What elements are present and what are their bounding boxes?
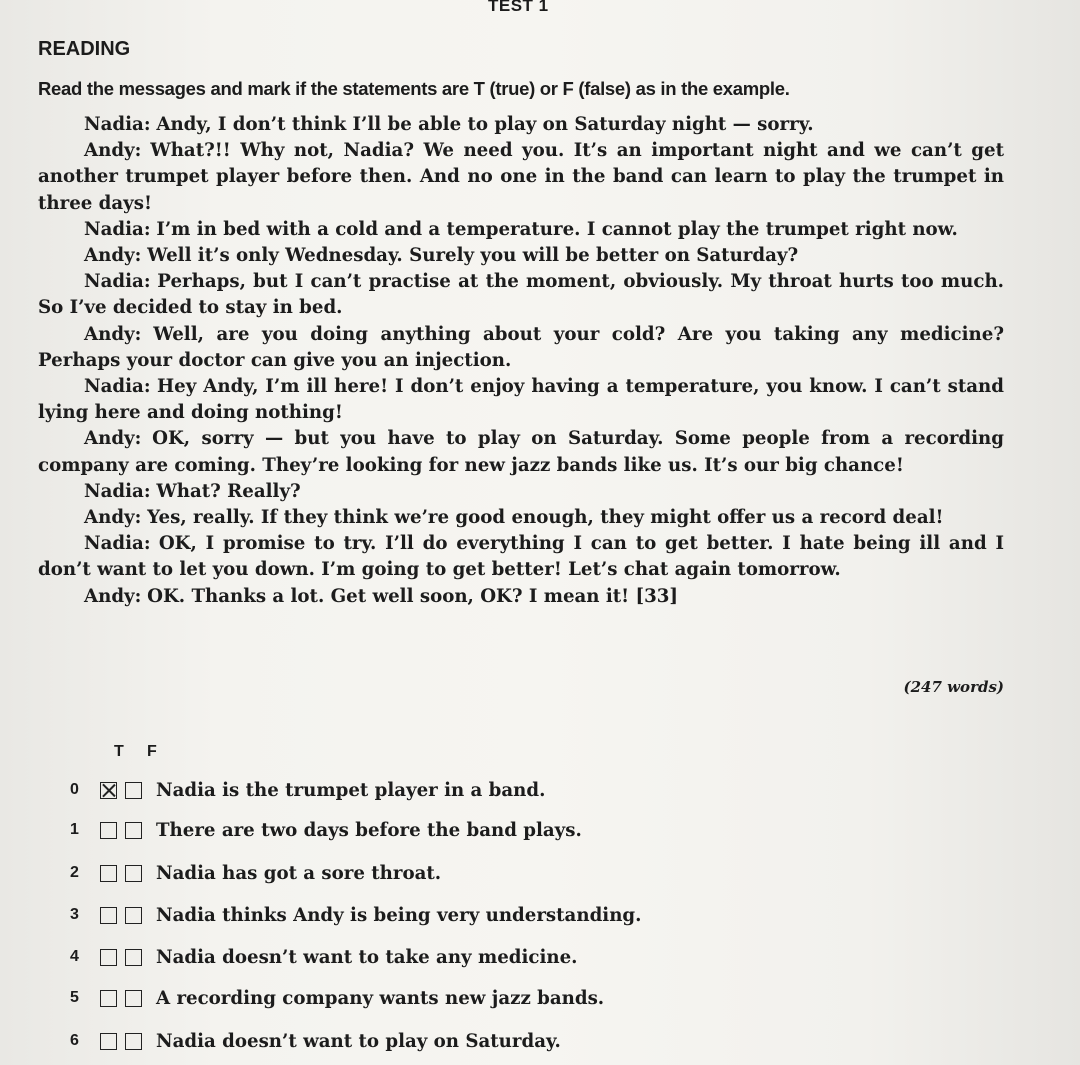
false-checkbox[interactable]: [125, 907, 142, 924]
statement-number: 0: [70, 781, 79, 798]
speaker-label: Nadia:: [84, 218, 151, 240]
passage-paragraph: [38, 374, 1004, 426]
false-column-header: F: [147, 743, 157, 760]
test-title: TEST 1: [488, 0, 549, 15]
true-checkbox[interactable]: [100, 822, 117, 839]
statement-text: Nadia doesn’t want to play on Saturday.: [156, 1030, 561, 1052]
speaker-label: Nadia:: [84, 271, 151, 293]
statement-row-5: [70, 984, 604, 1012]
statement-number: 3: [70, 906, 79, 923]
passage-line: Andy, I don’t think I’ll be able to play on Saturday night — sorry.: [156, 114, 814, 135]
statement-text: Nadia thinks Andy is being very understanding.: [156, 904, 642, 926]
passage-paragraph: [38, 217, 1004, 243]
section-heading: READING: [38, 38, 131, 60]
statement-text: Nadia doesn’t want to take any medicine.: [156, 946, 578, 968]
statement-text: Nadia is the trumpet player in a band.: [156, 779, 546, 801]
passage-paragraph: [38, 426, 1004, 478]
word-count: (247 words): [903, 678, 1004, 696]
false-checkbox[interactable]: [125, 1033, 142, 1050]
instructions: Read the messages and mark if the statements are T (true) or F (false) as in the example.: [38, 78, 790, 99]
passage-line: Well it’s only Wednesday. Surely you will be better on Saturday?: [147, 245, 799, 267]
speaker-label: Andy:: [84, 428, 142, 450]
speaker-label: Nadia:: [84, 376, 151, 398]
speaker-label: Andy:: [84, 140, 142, 162]
passage-line: OK. Thanks a lot. Get well soon, OK? I mean it! [33]: [147, 585, 678, 607]
speaker-label: Andy:: [84, 323, 142, 345]
passage-line: What?!! Why not, Nadia? We need you. It’s an important night and we can’t get another trumpet player before then. And no one in the band can learn to play the trumpet in three days!: [38, 140, 1004, 214]
statement-row-4: [70, 943, 578, 971]
true-checkbox[interactable]: [100, 949, 117, 966]
statement-number: 2: [70, 864, 79, 881]
true-checkbox[interactable]: [100, 782, 117, 799]
reading-passage: [38, 112, 1004, 610]
statement-row-3: [70, 901, 641, 929]
false-checkbox[interactable]: [125, 822, 142, 839]
statement-text: Nadia has got a sore throat.: [156, 862, 442, 884]
speaker-label: Nadia:: [84, 533, 151, 555]
passage-paragraph: [38, 584, 1004, 610]
passage-line: What? Really?: [156, 480, 301, 502]
statement-number: 1: [70, 821, 79, 838]
passage-paragraph: [38, 505, 1004, 531]
statement-row-2: [70, 859, 441, 887]
false-checkbox[interactable]: [125, 990, 142, 1007]
passage-paragraph: [38, 479, 1004, 505]
passage-paragraph: [38, 269, 1004, 321]
passage-paragraph: [38, 112, 1004, 138]
true-checkbox[interactable]: [100, 1033, 117, 1050]
statement-text: There are two days before the band plays.: [156, 819, 582, 841]
true-column-header: T: [114, 743, 124, 760]
passage-paragraph: [38, 243, 1004, 269]
false-checkbox[interactable]: [125, 782, 142, 799]
passage-line: Well, are you doing anything about your cold? Are you taking any medicine? Perhaps your doctor can give you an injection.: [38, 323, 1004, 371]
statement-number: 5: [70, 989, 79, 1006]
false-checkbox[interactable]: [125, 949, 142, 966]
passage-line: Yes, really. If they think we’re good enough, they might offer us a record deal!: [147, 507, 944, 529]
passage-line: Perhaps, but I can’t practise at the moment, obviously. My throat hurts too much. So I’ve decided to stay in bed.: [38, 271, 1004, 319]
statement-number: 4: [70, 948, 79, 965]
passage-paragraph: [38, 322, 1004, 374]
passage-line: OK, sorry — but you have to play on Saturday. Some people from a recording company are coming. They’re looking for new jazz bands like us. It’s our big chance!: [38, 428, 1004, 476]
speaker-label: Nadia:: [84, 480, 151, 502]
passage-line: OK, I promise to try. I’ll do everything I can to get better. I hate being ill and I don’t want to let you down. I’m going to get better! Let’s chat again tomorrow.: [38, 533, 1004, 581]
speaker-label: Andy:: [84, 507, 142, 529]
speaker-label: Andy:: [84, 585, 142, 607]
passage-line: I’m in bed with a cold and a temperature. I cannot play the trumpet right now.: [156, 218, 958, 240]
passage-paragraph: [38, 138, 1004, 217]
statement-number: 6: [70, 1032, 79, 1049]
false-checkbox[interactable]: [125, 865, 142, 882]
true-checkbox[interactable]: [100, 865, 117, 882]
statement-text: A recording company wants new jazz bands.: [156, 987, 605, 1009]
statement-row-6: [70, 1027, 561, 1055]
speaker-label: Andy:: [84, 245, 142, 267]
true-checkbox[interactable]: [100, 907, 117, 924]
passage-paragraph: [38, 531, 1004, 583]
speaker-label: Nadia:: [84, 114, 151, 135]
statement-row-1: [70, 816, 582, 844]
statement-row-0: [70, 776, 545, 804]
true-checkbox[interactable]: [100, 990, 117, 1007]
passage-line: Hey Andy, I’m ill here! I don’t enjoy having a temperature, you know. I can’t stand lying here and doing nothing!: [38, 376, 1004, 424]
